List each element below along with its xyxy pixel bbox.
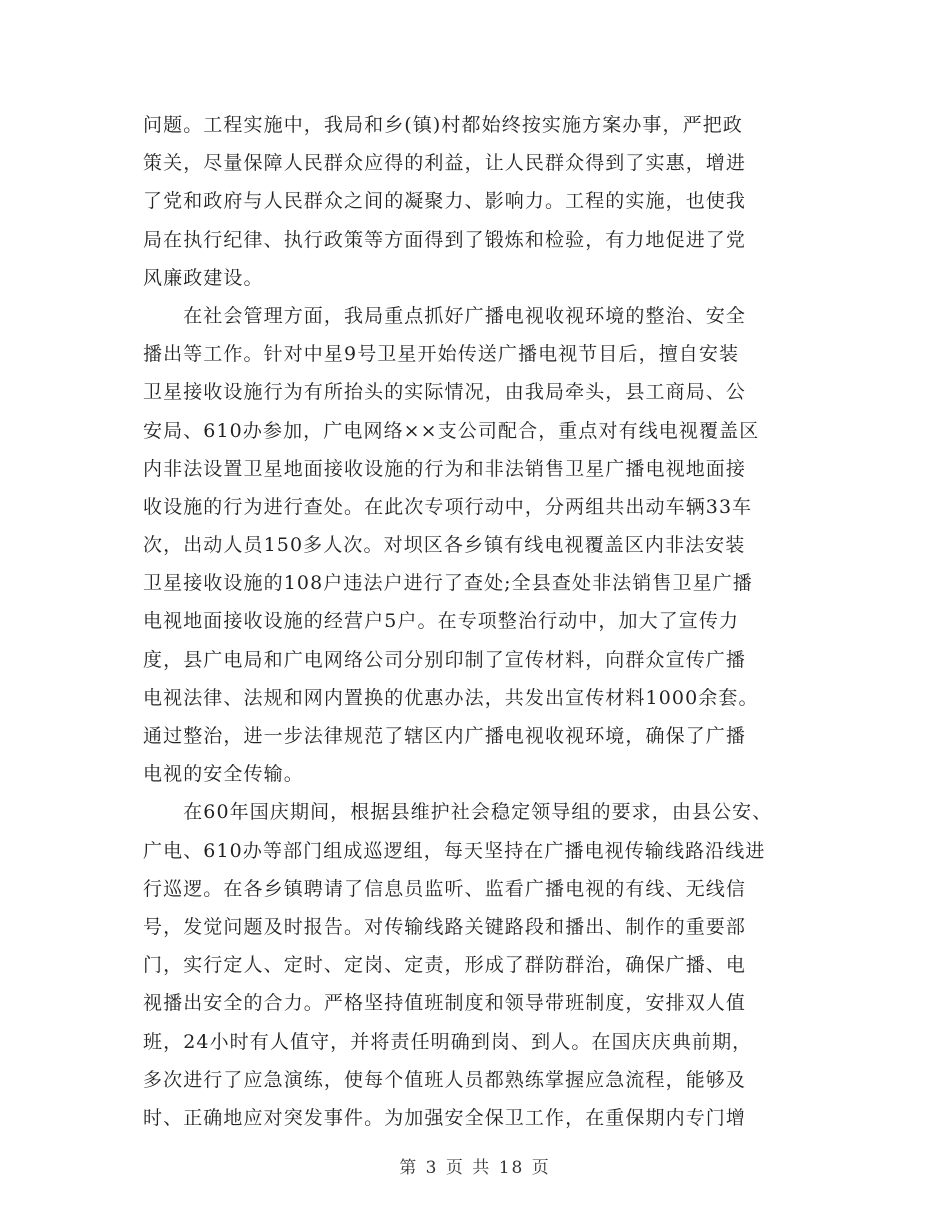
text-line: 次，出动人员150多人次。对坝区各乡镇有线电视覆盖区内非法安装 [143,534,746,557]
text-line: 策关，尽量保障人民群众应得的利益，让人民群众得到了实惠，增进 [143,152,747,175]
text-line: 电视法律、法规和网内置换的优惠办法，共发出宣传材料1000余套。 [143,686,759,709]
text-line: 度，县广电局和广电网络公司分别印制了宣传材料，向群众宣传广播 [143,648,747,671]
text-line: 多次进行了应急演练，使每个值班人员都熟练掌握应急流程，能够及 [143,1068,747,1091]
text-line: 在社会管理方面，我局重点抓好广播电视收视环境的整治、安全 [143,304,747,327]
text-line: 在60年国庆期间，根据县维护社会稳定领导组的要求，由县公安、 [143,801,773,824]
page-footer: 第 3 页 共 18 页 [399,1158,551,1178]
text-line: 号，发觉问题及时报告。对传输线路关键路段和播出、制作的重要部 [143,915,747,938]
text-line: 了党和政府与人民群众之间的凝聚力、影响力。工程的实施，也使我 [143,190,747,213]
text-line: 内非法设置卫星地面接收设施的行为和非法销售卫星广播电视地面接 [143,457,747,480]
text-line: 收设施的行为进行查处。在此次专项行动中，分两组共出动车辆33车 [143,495,753,518]
text-line: 卫星接收设施行为有所抬头的实际情况，由我局牵头，县工商局、公 [143,381,747,404]
text-line: 风廉政建设。 [143,266,264,289]
text-line: 播出等工作。针对中星9号卫星开始传送广播电视节目后，擅自安装 [143,343,740,366]
text-line: 视播出安全的合力。严格坚持值班制度和领导带班制度，安排双人值 [143,992,747,1015]
text-line: 时、正确地应对突发事件。为加强安全保卫工作，在重保期内专门增 [143,1106,747,1129]
text-line: 局在执行纪律、执行政策等方面得到了锻炼和检验，有力地促进了党 [143,228,747,251]
body-text [143,106,808,1137]
text-line: 班，24小时有人值守，并将责任明确到岗、到人。在国庆庆典前期， [143,1030,753,1053]
text-line: 卫星接收设施的108户违法户进行了查处;全县查处非法销售卫星广播 [143,572,753,595]
text-line: 电视的安全传输。 [143,763,304,786]
text-line: 电视地面接收设施的经营户5户。在专项整治行动中，加大了宣传力 [143,610,740,633]
text-line: 通过整治，进一步法律规范了辖区内广播电视收视环境，确保了广播 [143,725,747,747]
text-line: 广电、610办等部门组成巡逻组，每天坚持在广播电视传输线路沿线进 [143,839,766,862]
text-line: 行巡逻。在各乡镇聘请了信息员监听、监看广播电视的有线、无线信 [143,877,747,900]
text-line: 安局、610办参加，广电网络××支公司配合，重点对有线电视覆盖区 [143,419,760,442]
text-line: 问题。工程实施中，我局和乡(镇)村都始终按实施方案办事，严把政 [143,114,743,136]
text-line: 门，实行定人、定时、定岗、定责，形成了群防群治，确保广播、电 [143,954,747,977]
